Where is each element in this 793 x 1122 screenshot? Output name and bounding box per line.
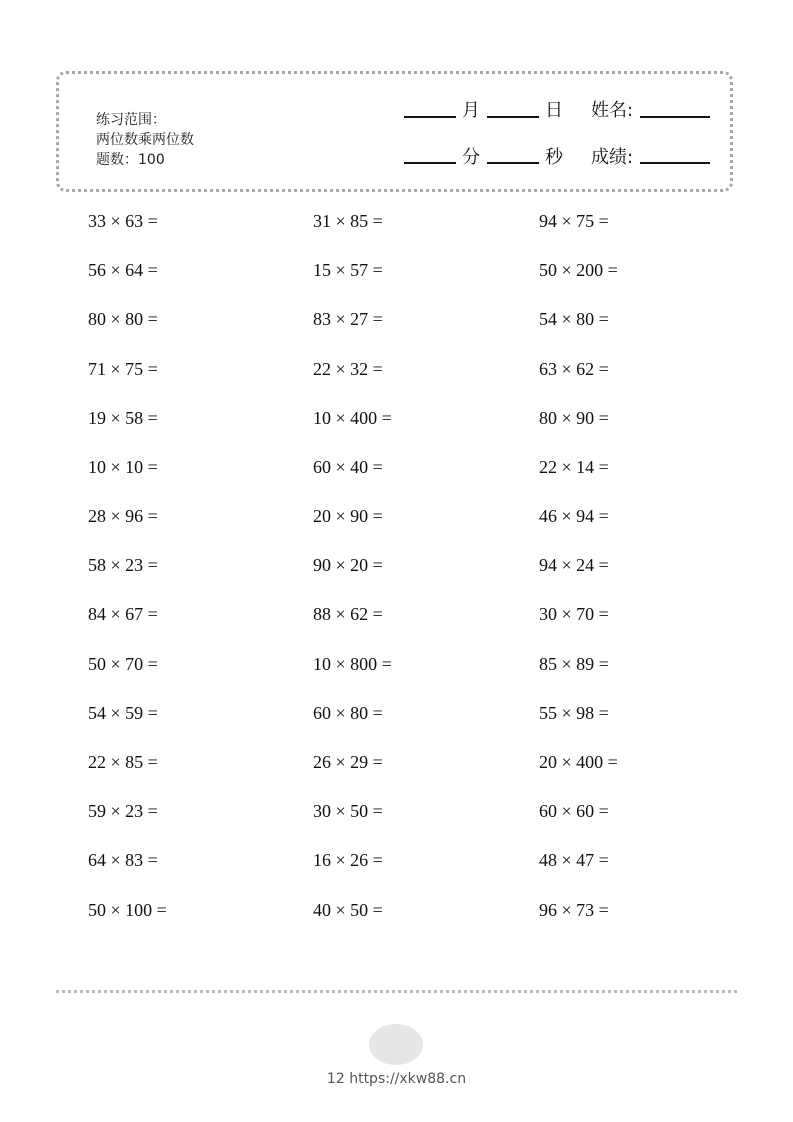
problem: 90 × 20 =: [313, 555, 383, 575]
problem: 26 × 29 =: [313, 752, 383, 772]
problem: 30 × 70 =: [539, 604, 609, 624]
problem: 48 × 47 =: [539, 850, 609, 870]
score-label: 成绩:: [591, 147, 634, 168]
problem: 22 × 14 =: [539, 457, 609, 477]
problem: 84 × 67 =: [88, 604, 158, 624]
bottom-divider: [56, 990, 737, 993]
problem: 20 × 90 =: [313, 506, 383, 526]
problem: 94 × 24 =: [539, 555, 609, 575]
footer-url[interactable]: https://xkw88.cn: [349, 1071, 467, 1087]
problem: 96 × 73 =: [539, 900, 609, 920]
problem: 46 × 94 =: [539, 506, 609, 526]
problem: 20 × 400 =: [539, 752, 618, 772]
problem: 94 × 75 =: [539, 211, 609, 231]
problem: 64 × 83 =: [88, 850, 158, 870]
problem: 10 × 800 =: [313, 654, 392, 674]
question-count: 题数：100: [96, 152, 165, 168]
page-number: 12: [326, 1071, 345, 1087]
problem: 10 × 10 =: [88, 457, 158, 477]
month-label: 月: [462, 100, 480, 121]
problem: 54 × 80 =: [539, 309, 609, 329]
problem: 58 × 23 =: [88, 555, 158, 575]
problem: 50 × 100 =: [88, 900, 167, 920]
problem: 50 × 70 =: [88, 654, 158, 674]
problem: 16 × 26 =: [313, 850, 383, 870]
second-label: 秒: [545, 147, 563, 168]
problem: 10 × 400 =: [313, 408, 392, 428]
problem: 30 × 50 =: [313, 801, 383, 821]
problem: 15 × 57 =: [313, 260, 383, 280]
problem: 80 × 80 =: [88, 309, 158, 329]
problem: 55 × 98 =: [539, 703, 609, 723]
problem: 60 × 60 =: [539, 801, 609, 821]
problem: 83 × 27 =: [313, 309, 383, 329]
problem: 88 × 62 =: [313, 604, 383, 624]
problem: 56 × 64 =: [88, 260, 158, 280]
page-oval-decoration: [369, 1024, 423, 1065]
problem: 59 × 23 =: [88, 801, 158, 821]
problem: 71 × 75 =: [88, 359, 158, 379]
problem: 63 × 62 =: [539, 359, 609, 379]
problem: 40 × 50 =: [313, 900, 383, 920]
problem: 54 × 59 =: [88, 703, 158, 723]
problem: 50 × 200 =: [539, 260, 618, 280]
range-value: 两位数乘两位数: [96, 132, 194, 148]
problem: 31 × 85 =: [313, 211, 383, 231]
problem: 33 × 63 =: [88, 211, 158, 231]
problem: 22 × 85 =: [88, 752, 158, 772]
problem: 85 × 89 =: [539, 654, 609, 674]
problem: 28 × 96 =: [88, 506, 158, 526]
problem: 60 × 40 =: [313, 457, 383, 477]
footer: [0, 1071, 793, 1087]
range-label: 练习范围：: [96, 112, 166, 128]
problem: 80 × 90 =: [539, 408, 609, 428]
day-label: 日: [545, 100, 563, 121]
problem: 60 × 80 =: [313, 703, 383, 723]
minute-label: 分: [462, 147, 480, 168]
problem: 22 × 32 =: [313, 359, 383, 379]
problem: 19 × 58 =: [88, 408, 158, 428]
name-label: 姓名:: [591, 100, 634, 121]
